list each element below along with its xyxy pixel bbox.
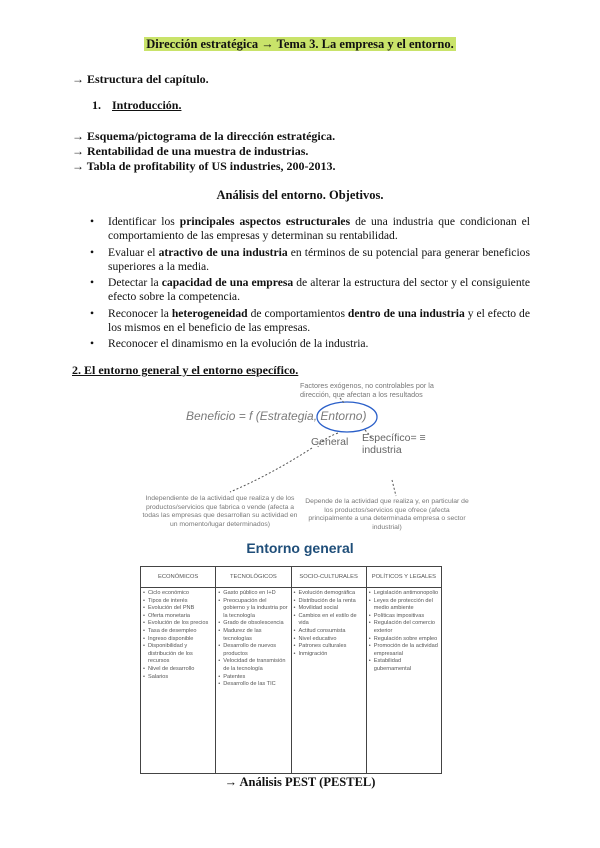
intro-number: 1.	[92, 98, 101, 112]
arrow-line-3: → Tabla de profitability of US industries, 200-2013.	[72, 159, 336, 173]
pest-body-row	[141, 588, 442, 774]
arrow-line-1: → Esquema/pictograma de la dirección estratégica.	[72, 129, 336, 143]
pest-item: • Patentes	[218, 674, 288, 682]
pest-item: • Actitud consumista	[294, 628, 364, 636]
pest-item: • Tipos de interés	[143, 598, 213, 606]
objective-item: • Reconocer el dinamismo en la evolución de la industria.	[90, 337, 530, 351]
objectives-heading: Análisis del entorno. Objetivos.	[216, 188, 384, 202]
pest-item: • Ciclo económico	[143, 590, 213, 598]
pest-item: • Disponibilidad y distribución de los recursos	[143, 643, 213, 666]
pest-header: ECONÓMICOS	[141, 567, 216, 588]
pest-item: • Madurez de las tecnologías	[218, 628, 288, 643]
pest-item: • Legislación antimonopolio	[369, 590, 439, 598]
diagram-note-especifico: Depende de la actividad que realiza y, en particular de los productos/servicios que ofrece (afecta principalmente a una determinada empresa o sector industrial)	[305, 498, 469, 531]
pest-item: • Regulación del comercio exterior	[369, 620, 439, 635]
pest-item: • Desarrollo de las TIC	[218, 681, 288, 689]
pest-item: • Velocidad de transmisión de la tecnología	[218, 658, 288, 673]
page-title: Dirección estratégica → Tema 3. La empresa y el entorno.	[146, 37, 454, 51]
general-label: General	[311, 436, 349, 448]
pest-header-row	[141, 567, 442, 588]
pest-item: • Oferta monetaria	[143, 613, 213, 621]
pest-item: • Promoción de la actividad empresarial	[369, 643, 439, 658]
pest-item: • Estabilidad gubernamental	[369, 658, 439, 673]
pest-header: SOCIO-CULTURALES	[291, 567, 366, 588]
arrow-line-2: → Rentabilidad de una muestra de industrias.	[72, 144, 309, 158]
objective-item: • Evaluar el atractivo de una industria en términos de su potencial para generar beneficios superiores a la media.	[90, 246, 530, 275]
pest-item: • Regulación sobre empleo	[369, 636, 439, 644]
pest-table	[140, 566, 442, 774]
pest-item: • Grado de obsolescencia	[218, 620, 288, 628]
pest-col-economicos	[141, 588, 216, 774]
entorno-word: Entorno	[320, 409, 363, 423]
pest-item: • Leyes de protección del medio ambiente	[369, 598, 439, 613]
entorno-general-title: Entorno general	[246, 540, 354, 556]
section-2-heading: 2. El entorno general y el entorno específico.	[72, 363, 299, 377]
pest-header: POLÍTICOS Y LEGALES	[366, 567, 441, 588]
pest-item: • Preocupación del gobierno y la industria por la tecnología	[218, 598, 288, 621]
pestel-line: → Análisis PEST (PESTEL)	[224, 775, 376, 789]
pest-item: • Gasto público en I+D	[218, 590, 288, 598]
objective-item: • Detectar la capacidad de una empresa de alterar la estructura del sector y el consiguiente efecto sobre la competencia.	[90, 276, 530, 305]
pest-col-politicos	[366, 588, 441, 774]
pest-item: • Nivel educativo	[294, 636, 364, 644]
objective-item: • Identificar los principales aspectos estructurales de una industria que condicionan el comportamiento de las empresas y determinan su rentabilidad.	[90, 215, 530, 244]
pest-item: • Cambios en el estilo de vida	[294, 613, 364, 628]
pest-col-tecnologicos	[216, 588, 291, 774]
pest-item: • Políticas impositivas	[369, 613, 439, 621]
pest-item: • Salarios	[143, 674, 213, 682]
structure-line: → Estructura del capítulo.	[72, 72, 209, 86]
objective-item: • Reconocer la heterogeneidad de comportamientos dentro de una industria y el efecto de los mismos en el beneficio de las empresas.	[90, 307, 530, 336]
diagram-note-general: Independiente de la actividad que realiza y de los productos/servicios que fabrica o vende (afecta a todas las empresas que desarrollan su actividad en un momento/lugar determinados)	[142, 495, 298, 528]
beneficio-formula: Beneficio = f (Estrategia, Entorno)	[186, 409, 367, 423]
pest-item: • Distribución de la renta	[294, 598, 364, 606]
pest-item: • Evolución del PNB	[143, 605, 213, 613]
pest-item: • Tasa de desempleo	[143, 628, 213, 636]
pest-item: • Nivel de desarrollo	[143, 666, 213, 674]
pest-item: • Evolución demográfica	[294, 590, 364, 598]
pest-item: • Patrones culturales	[294, 643, 364, 651]
intro-label: Introducción.	[112, 98, 182, 112]
arrow-to-left-note	[230, 448, 312, 492]
pest-item: • Ingreso disponible	[143, 636, 213, 644]
pest-item: • Inmigración	[294, 651, 364, 659]
pest-item: • Movilidad social	[294, 605, 364, 613]
diagram-note-top: Factores exógenos, no controlables por la dirección, que afectan a los resultados	[300, 381, 434, 399]
arrow-to-right-note	[392, 480, 396, 496]
pest-item: • Evolución de los precios	[143, 620, 213, 628]
especifico-label: Específico= ≡ industria	[362, 432, 426, 456]
pest-item: • Desarrollo de nuevos productos	[218, 643, 288, 658]
pest-col-socioculturales	[291, 588, 366, 774]
pest-header: TECNOLÓGICOS	[216, 567, 291, 588]
